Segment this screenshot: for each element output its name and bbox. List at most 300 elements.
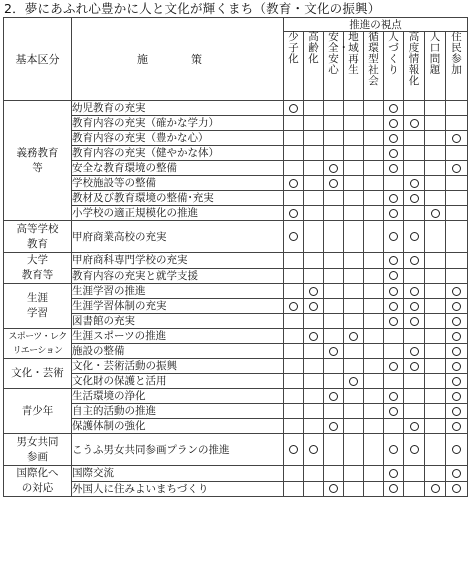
viewpoint-mark-cell xyxy=(284,268,304,284)
viewpoint-mark-cell xyxy=(324,191,344,206)
basic-category-label: 青少年 xyxy=(21,404,54,417)
viewpoint-mark-cell xyxy=(304,161,324,176)
circle-mark-icon xyxy=(452,164,461,173)
viewpoint-mark-cell xyxy=(446,481,468,497)
viewpoint-mark-cell xyxy=(304,314,324,329)
viewpoint-mark-cell xyxy=(404,116,425,131)
basic-category-cell xyxy=(4,253,72,284)
viewpoint-mark-cell xyxy=(284,299,304,314)
viewpoint-mark-cell xyxy=(425,314,446,329)
viewpoint-mark-cell xyxy=(404,146,425,161)
circle-mark-icon xyxy=(452,484,461,493)
circle-mark-icon xyxy=(329,164,338,173)
viewpoint-mark-cell xyxy=(284,404,304,419)
viewpoint-mark-cell xyxy=(344,116,364,131)
viewpoint-mark-cell xyxy=(404,434,425,466)
viewpoint-header xyxy=(284,32,304,101)
circle-mark-icon xyxy=(389,392,398,401)
viewpoint-label: 住民参加 xyxy=(451,31,462,76)
viewpoint-mark-cell xyxy=(324,466,344,482)
circle-mark-icon xyxy=(289,209,298,218)
viewpoint-mark-cell xyxy=(304,253,324,269)
viewpoint-mark-cell xyxy=(446,419,468,434)
viewpoint-label: 安全・安心 xyxy=(328,31,349,76)
viewpoint-mark-cell xyxy=(446,161,468,176)
viewpoint-mark-cell xyxy=(404,221,425,253)
table-row xyxy=(4,253,468,269)
circle-mark-icon xyxy=(389,209,398,218)
circle-mark-icon xyxy=(289,445,298,454)
viewpoint-mark-cell xyxy=(384,101,404,116)
viewpoint-mark-cell xyxy=(304,434,324,466)
viewpoint-mark-cell xyxy=(324,314,344,329)
viewpoint-mark-cell xyxy=(324,419,344,434)
viewpoint-label: 地域再生 xyxy=(348,31,359,76)
circle-mark-icon xyxy=(452,362,461,371)
viewpoint-mark-cell xyxy=(425,101,446,116)
table-row xyxy=(4,481,468,497)
viewpoint-mark-cell xyxy=(304,206,324,221)
circle-mark-icon xyxy=(389,287,398,296)
viewpoint-mark-cell xyxy=(344,374,364,389)
header-basic-category: 基本区分 xyxy=(4,18,72,101)
viewpoint-mark-cell xyxy=(284,131,304,146)
basic-category-label: 参画 xyxy=(27,450,48,463)
viewpoint-mark-cell xyxy=(304,146,324,161)
circle-mark-icon xyxy=(452,332,461,341)
viewpoint-mark-cell xyxy=(364,466,384,482)
viewpoint-mark-cell xyxy=(384,481,404,497)
viewpoint-mark-cell xyxy=(324,284,344,299)
viewpoint-mark-cell xyxy=(446,253,468,269)
viewpoint-label: 人口問題 xyxy=(429,31,441,76)
viewpoint-mark-cell xyxy=(384,344,404,359)
basic-category-cell xyxy=(4,466,72,497)
viewpoint-mark-cell xyxy=(364,284,384,299)
viewpoint-mark-cell xyxy=(425,466,446,482)
table-row xyxy=(4,284,468,299)
viewpoint-mark-cell xyxy=(344,146,364,161)
viewpoint-mark-cell xyxy=(384,419,404,434)
viewpoint-label: 循環型社会 xyxy=(368,31,379,87)
circle-mark-icon xyxy=(329,179,338,188)
viewpoint-mark-cell xyxy=(404,161,425,176)
basic-category-cell xyxy=(4,101,72,221)
viewpoint-mark-cell xyxy=(324,359,344,374)
viewpoint-mark-cell xyxy=(446,329,468,344)
viewpoint-mark-cell xyxy=(344,161,364,176)
viewpoint-mark-cell xyxy=(304,419,324,434)
policy-cell: 国際交流 xyxy=(72,466,284,482)
viewpoint-mark-cell xyxy=(284,344,304,359)
viewpoint-mark-cell xyxy=(304,299,324,314)
circle-mark-icon xyxy=(410,232,419,241)
viewpoint-mark-cell xyxy=(446,284,468,299)
viewpoint-mark-cell xyxy=(344,314,364,329)
viewpoint-mark-cell xyxy=(304,374,324,389)
viewpoint-label: 少子化 xyxy=(288,31,299,65)
viewpoint-mark-cell xyxy=(284,146,304,161)
viewpoint-mark-cell xyxy=(404,466,425,482)
viewpoint-mark-cell xyxy=(364,419,384,434)
circle-mark-icon xyxy=(389,271,398,280)
table-row xyxy=(4,221,468,253)
viewpoint-mark-cell xyxy=(384,314,404,329)
basic-category-cell xyxy=(4,329,72,359)
policy-cell: 文化・芸術活動の振興 xyxy=(72,359,284,374)
viewpoint-mark-cell xyxy=(284,206,304,221)
viewpoint-mark-cell xyxy=(304,284,324,299)
viewpoint-mark-cell xyxy=(324,329,344,344)
viewpoint-mark-cell xyxy=(344,344,364,359)
policy-cell: 生涯学習体制の充実 xyxy=(72,299,284,314)
circle-mark-icon xyxy=(389,134,398,143)
viewpoint-mark-cell xyxy=(404,329,425,344)
policy-cell: 生涯学習の推進 xyxy=(72,284,284,299)
viewpoint-mark-cell xyxy=(284,221,304,253)
table-row xyxy=(4,101,468,116)
viewpoint-mark-cell xyxy=(404,253,425,269)
viewpoint-mark-cell xyxy=(384,146,404,161)
circle-mark-icon xyxy=(431,484,440,493)
viewpoint-header xyxy=(404,32,425,101)
viewpoint-mark-cell xyxy=(446,344,468,359)
viewpoint-mark-cell xyxy=(364,191,384,206)
viewpoint-mark-cell xyxy=(364,131,384,146)
viewpoint-mark-cell xyxy=(284,389,304,404)
viewpoint-mark-cell xyxy=(344,176,364,191)
viewpoint-mark-cell xyxy=(324,101,344,116)
table-row xyxy=(4,206,468,221)
circle-mark-icon xyxy=(289,179,298,188)
viewpoint-mark-cell xyxy=(446,116,468,131)
viewpoint-mark-cell xyxy=(425,374,446,389)
viewpoint-mark-cell xyxy=(425,268,446,284)
viewpoint-mark-cell xyxy=(446,206,468,221)
circle-mark-icon xyxy=(389,445,398,454)
viewpoint-mark-cell xyxy=(404,389,425,404)
viewpoint-mark-cell xyxy=(446,268,468,284)
basic-category-label: 高等学校 xyxy=(16,222,59,235)
viewpoint-mark-cell xyxy=(344,299,364,314)
table-row xyxy=(4,161,468,176)
viewpoint-mark-cell xyxy=(446,146,468,161)
viewpoint-mark-cell xyxy=(284,284,304,299)
header-viewpoints: 推進の視点 xyxy=(284,18,468,32)
viewpoint-mark-cell xyxy=(384,434,404,466)
viewpoint-mark-cell xyxy=(284,434,304,466)
table-row xyxy=(4,419,468,434)
policy-viewpoint-table xyxy=(3,17,468,497)
table-row xyxy=(4,434,468,466)
viewpoint-mark-cell xyxy=(384,374,404,389)
viewpoint-mark-cell xyxy=(344,389,364,404)
viewpoint-mark-cell xyxy=(446,434,468,466)
viewpoint-mark-cell xyxy=(344,221,364,253)
viewpoint-mark-cell xyxy=(425,161,446,176)
viewpoint-mark-cell xyxy=(364,374,384,389)
policy-cell: 教育内容の充実（豊かな心） xyxy=(72,131,284,146)
policy-cell: 安全な教育環境の整備 xyxy=(72,161,284,176)
viewpoint-mark-cell xyxy=(384,206,404,221)
circle-mark-icon xyxy=(389,484,398,493)
viewpoint-mark-cell xyxy=(324,374,344,389)
basic-category-label: 男女共同 xyxy=(16,435,59,448)
page-title: 2．夢にあふれ心豊かに人と文化が輝くまち（教育・文化の振興） xyxy=(4,1,381,16)
table-row xyxy=(4,116,468,131)
viewpoint-mark-cell xyxy=(364,161,384,176)
viewpoint-mark-cell xyxy=(364,116,384,131)
header-policy: 施 策 xyxy=(72,18,284,101)
basic-category-label: 国際化へ xyxy=(16,467,59,479)
viewpoint-mark-cell xyxy=(446,191,468,206)
circle-mark-icon xyxy=(452,347,461,356)
viewpoint-mark-cell xyxy=(324,221,344,253)
viewpoint-mark-cell xyxy=(364,389,384,404)
circle-mark-icon xyxy=(389,469,398,478)
viewpoint-mark-cell xyxy=(384,329,404,344)
circle-mark-icon xyxy=(389,317,398,326)
viewpoint-mark-cell xyxy=(446,299,468,314)
viewpoint-mark-cell xyxy=(404,359,425,374)
table-body xyxy=(4,101,468,497)
circle-mark-icon xyxy=(452,469,461,478)
table-row xyxy=(4,404,468,419)
table-row xyxy=(4,131,468,146)
viewpoint-header xyxy=(304,32,324,101)
viewpoint-mark-cell xyxy=(446,176,468,191)
viewpoint-mark-cell xyxy=(425,284,446,299)
table-row xyxy=(4,389,468,404)
viewpoint-mark-cell xyxy=(304,131,324,146)
circle-mark-icon xyxy=(410,317,419,326)
circle-mark-icon xyxy=(329,484,338,493)
viewpoint-mark-cell xyxy=(344,101,364,116)
policy-cell: 施設の整備 xyxy=(72,344,284,359)
basic-category-cell xyxy=(4,389,72,434)
circle-mark-icon xyxy=(289,302,298,311)
table-row xyxy=(4,344,468,359)
basic-category-cell xyxy=(4,359,72,389)
viewpoint-mark-cell xyxy=(384,359,404,374)
circle-mark-icon xyxy=(389,362,398,371)
viewpoint-mark-cell xyxy=(324,253,344,269)
circle-mark-icon xyxy=(389,194,398,203)
viewpoint-mark-cell xyxy=(404,101,425,116)
viewpoint-mark-cell xyxy=(324,161,344,176)
basic-category-label: スポーツ・レク xyxy=(8,331,67,342)
basic-category-cell xyxy=(4,284,72,329)
circle-mark-icon xyxy=(410,119,419,128)
circle-mark-icon xyxy=(349,332,358,341)
viewpoint-mark-cell xyxy=(344,253,364,269)
viewpoint-header xyxy=(364,32,384,101)
viewpoint-mark-cell xyxy=(404,191,425,206)
viewpoint-mark-cell xyxy=(384,404,404,419)
policy-cell: 自主的活動の推進 xyxy=(72,404,284,419)
viewpoint-mark-cell xyxy=(364,434,384,466)
viewpoint-mark-cell xyxy=(384,268,404,284)
circle-mark-icon xyxy=(389,119,398,128)
circle-mark-icon xyxy=(410,194,419,203)
viewpoint-mark-cell xyxy=(425,176,446,191)
viewpoint-mark-cell xyxy=(324,389,344,404)
table-row xyxy=(4,359,468,374)
viewpoint-mark-cell xyxy=(446,101,468,116)
viewpoint-mark-cell xyxy=(304,359,324,374)
viewpoint-mark-cell xyxy=(324,299,344,314)
viewpoint-mark-cell xyxy=(446,131,468,146)
viewpoint-header xyxy=(425,32,446,101)
circle-mark-icon xyxy=(452,377,461,386)
basic-category-label: 生涯 xyxy=(27,292,48,304)
viewpoint-mark-cell xyxy=(384,389,404,404)
viewpoint-label: 高度情報化 xyxy=(408,31,420,87)
viewpoint-mark-cell xyxy=(284,253,304,269)
viewpoint-header xyxy=(446,32,468,101)
table-row xyxy=(4,374,468,389)
circle-mark-icon xyxy=(389,104,398,113)
table-row xyxy=(4,146,468,161)
viewpoint-mark-cell xyxy=(446,374,468,389)
viewpoint-mark-cell xyxy=(284,466,304,482)
viewpoint-mark-cell xyxy=(324,268,344,284)
circle-mark-icon xyxy=(452,392,461,401)
policy-cell: 保護体制の強化 xyxy=(72,419,284,434)
circle-mark-icon xyxy=(410,347,419,356)
viewpoint-mark-cell xyxy=(364,146,384,161)
viewpoint-mark-cell xyxy=(364,329,384,344)
viewpoint-mark-cell xyxy=(425,253,446,269)
viewpoint-mark-cell xyxy=(364,314,384,329)
viewpoint-mark-cell xyxy=(344,434,364,466)
basic-category-label: 文化・芸術 xyxy=(11,367,64,379)
viewpoint-mark-cell xyxy=(425,419,446,434)
viewpoint-mark-cell xyxy=(324,404,344,419)
circle-mark-icon xyxy=(309,287,318,296)
viewpoint-mark-cell xyxy=(324,146,344,161)
viewpoint-mark-cell xyxy=(344,268,364,284)
viewpoint-mark-cell xyxy=(364,176,384,191)
table-row xyxy=(4,191,468,206)
viewpoint-mark-cell xyxy=(344,191,364,206)
viewpoint-mark-cell xyxy=(284,191,304,206)
table-row xyxy=(4,329,468,344)
policy-cell: 甲府商科専門学校の充実 xyxy=(72,253,284,269)
circle-mark-icon xyxy=(389,302,398,311)
viewpoint-mark-cell xyxy=(344,481,364,497)
circle-mark-icon xyxy=(389,149,398,158)
viewpoint-mark-cell xyxy=(284,419,304,434)
circle-mark-icon xyxy=(389,407,398,416)
viewpoint-mark-cell xyxy=(364,253,384,269)
viewpoint-mark-cell xyxy=(284,176,304,191)
viewpoint-mark-cell xyxy=(446,314,468,329)
circle-mark-icon xyxy=(309,332,318,341)
policy-cell: 生活環境の浄化 xyxy=(72,389,284,404)
circle-mark-icon xyxy=(389,164,398,173)
viewpoint-mark-cell xyxy=(284,161,304,176)
viewpoint-mark-cell xyxy=(344,466,364,482)
viewpoint-mark-cell xyxy=(384,221,404,253)
viewpoint-mark-cell xyxy=(425,191,446,206)
policy-cell: こうふ男女共同参画プランの推進 xyxy=(72,434,284,466)
circle-mark-icon xyxy=(452,302,461,311)
circle-mark-icon xyxy=(389,232,398,241)
viewpoint-mark-cell xyxy=(384,191,404,206)
viewpoint-mark-cell xyxy=(425,146,446,161)
viewpoint-mark-cell xyxy=(425,481,446,497)
viewpoint-mark-cell xyxy=(364,481,384,497)
viewpoint-mark-cell xyxy=(344,419,364,434)
table-row xyxy=(4,176,468,191)
policy-cell: 教育内容の充実（健やかな体） xyxy=(72,146,284,161)
viewpoint-mark-cell xyxy=(364,206,384,221)
viewpoint-mark-cell xyxy=(364,404,384,419)
policy-cell: 生涯スポーツの推進 xyxy=(72,329,284,344)
viewpoint-mark-cell xyxy=(344,329,364,344)
circle-mark-icon xyxy=(452,134,461,143)
viewpoint-mark-cell xyxy=(304,404,324,419)
viewpoint-mark-cell xyxy=(304,481,324,497)
viewpoint-mark-cell xyxy=(364,101,384,116)
circle-mark-icon xyxy=(410,179,419,188)
viewpoint-mark-cell xyxy=(324,434,344,466)
circle-mark-icon xyxy=(349,377,358,386)
viewpoint-mark-cell xyxy=(404,284,425,299)
circle-mark-icon xyxy=(410,256,419,265)
viewpoint-mark-cell xyxy=(425,131,446,146)
viewpoint-mark-cell xyxy=(364,299,384,314)
circle-mark-icon xyxy=(410,287,419,296)
circle-mark-icon xyxy=(452,317,461,326)
viewpoint-mark-cell xyxy=(344,206,364,221)
circle-mark-icon xyxy=(410,362,419,371)
circle-mark-icon xyxy=(452,422,461,431)
circle-mark-icon xyxy=(289,104,298,113)
viewpoint-mark-cell xyxy=(304,101,324,116)
viewpoint-mark-cell xyxy=(404,314,425,329)
viewpoint-mark-cell xyxy=(446,359,468,374)
basic-category-label: 教育 xyxy=(27,237,48,250)
viewpoint-label: 高齢化 xyxy=(308,31,319,65)
viewpoint-header xyxy=(384,32,404,101)
viewpoint-mark-cell xyxy=(446,221,468,253)
policy-cell: 教材及び教育環境の整備･充実 xyxy=(72,191,284,206)
viewpoint-mark-cell xyxy=(404,374,425,389)
viewpoint-mark-cell xyxy=(425,344,446,359)
viewpoint-mark-cell xyxy=(384,131,404,146)
viewpoint-mark-cell xyxy=(364,359,384,374)
viewpoint-mark-cell xyxy=(344,359,364,374)
viewpoint-mark-cell xyxy=(284,374,304,389)
viewpoint-mark-cell xyxy=(384,161,404,176)
viewpoint-mark-cell xyxy=(425,329,446,344)
viewpoint-mark-cell xyxy=(446,466,468,482)
viewpoint-mark-cell xyxy=(304,191,324,206)
viewpoint-mark-cell xyxy=(425,389,446,404)
viewpoint-mark-cell xyxy=(344,404,364,419)
circle-mark-icon xyxy=(452,445,461,454)
policy-cell: 外国人に住みよいまちづくり xyxy=(72,481,284,497)
viewpoint-mark-cell xyxy=(364,221,384,253)
viewpoint-mark-cell xyxy=(404,404,425,419)
viewpoint-mark-cell xyxy=(284,101,304,116)
policy-cell: 図書館の充実 xyxy=(72,314,284,329)
viewpoint-mark-cell xyxy=(304,221,324,253)
circle-mark-icon xyxy=(410,445,419,454)
viewpoint-mark-cell xyxy=(425,359,446,374)
